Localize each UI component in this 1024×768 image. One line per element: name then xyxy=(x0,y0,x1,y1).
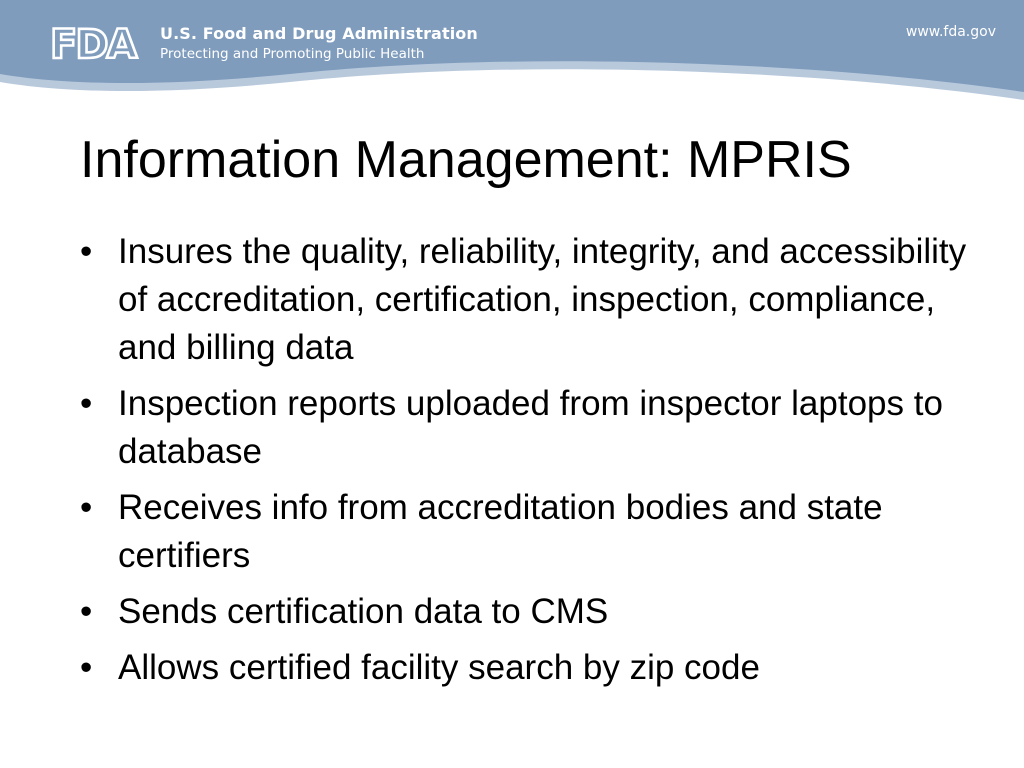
bullet-text: Sends certification data to CMS xyxy=(118,592,609,631)
bullet-marker: • xyxy=(80,592,93,631)
bullet-marker: • xyxy=(80,488,93,527)
site-url: www.fda.gov xyxy=(905,24,996,40)
bullet-item xyxy=(80,484,980,580)
bullet-text: Allows certified facility search by zip code xyxy=(118,648,760,687)
bullet-item xyxy=(80,228,980,372)
bullet-text: Insures the quality, reliability, integrity, and accessibility of accreditation, certification, inspection, compliance, and billing data xyxy=(118,232,967,367)
bullet-list xyxy=(80,228,980,700)
bullet-item xyxy=(80,588,980,636)
bullet-text: Receives info from accreditation bodies and state certifiers xyxy=(118,488,883,575)
fda-logo xyxy=(50,22,146,64)
bullet-marker: • xyxy=(80,384,93,423)
slide-title: Information Management: MPRIS xyxy=(80,131,852,189)
fda-logo-text: FDA xyxy=(50,22,136,64)
bullet-marker: • xyxy=(80,648,93,687)
agency-tagline: Protecting and Promoting Public Health xyxy=(160,46,425,62)
agency-name: U.S. Food and Drug Administration xyxy=(160,24,478,43)
bullet-marker: • xyxy=(80,232,93,271)
bullet-item xyxy=(80,644,980,692)
bullet-text: Inspection reports uploaded from inspector laptops to database xyxy=(118,384,943,471)
bullet-item xyxy=(80,380,980,476)
header-band xyxy=(0,0,1024,110)
